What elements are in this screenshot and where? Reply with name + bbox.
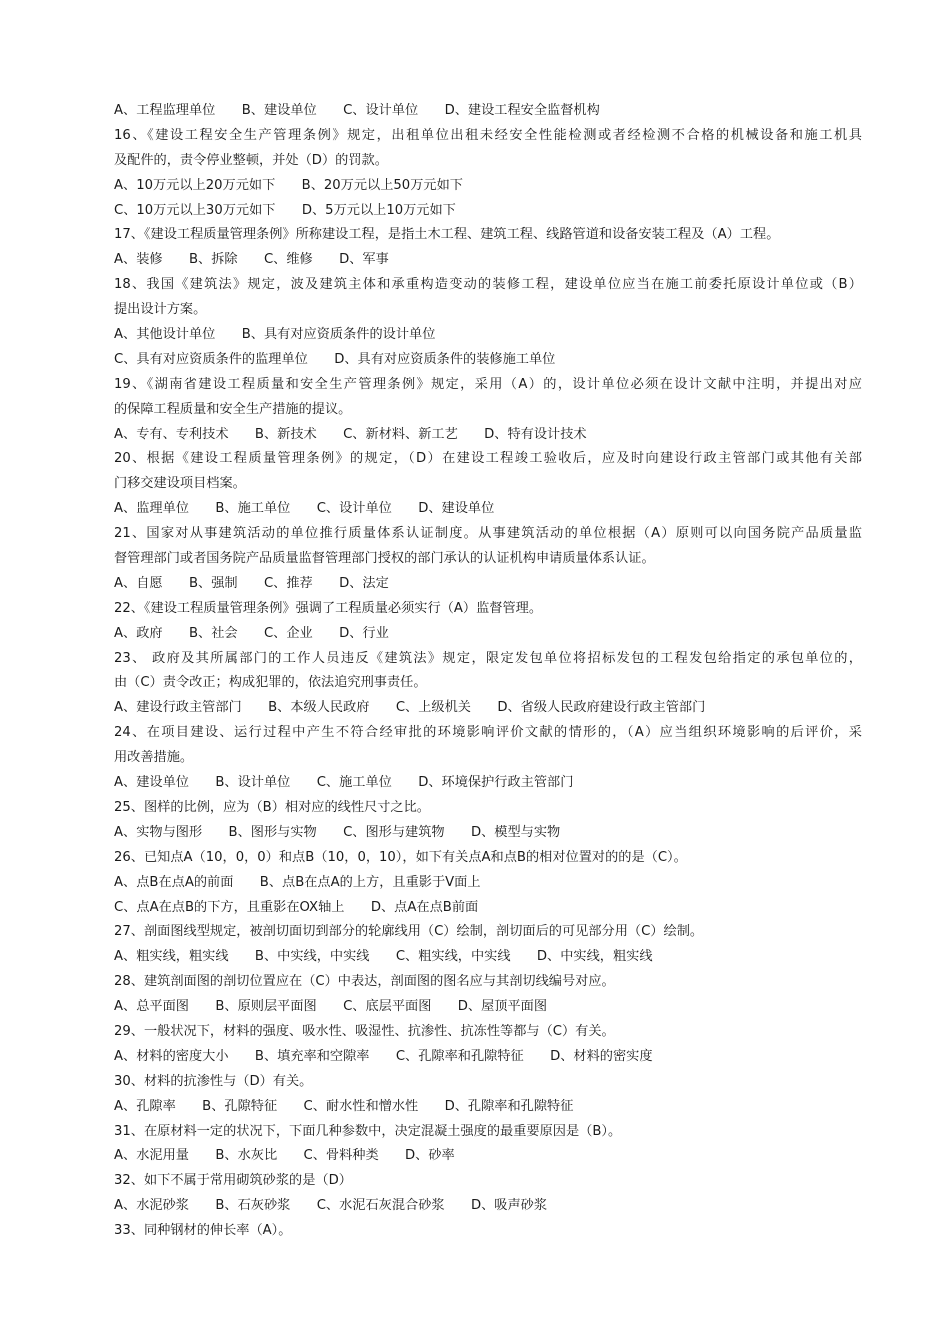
answer-options-line: A、政府 B、社会 C、企业 D、行业 <box>114 625 389 641</box>
answer-options-line: A、水泥用量 B、水灰比 C、骨料种类 D、砂率 <box>114 1148 455 1164</box>
answer-options-line: A、水泥砂浆 B、石灰砂浆 C、水泥石灰混合砂浆 D、吸声砂浆 <box>114 1198 548 1214</box>
question-text-line: 22、《建设工程质量管理条例》强调了工程质量必须实行（A）监督管理。 <box>114 600 543 616</box>
question-text-line: 督管理部门或者国务院产品质量监督管理部门授权的部门承认的认证机构申请质量体系认证。 <box>114 551 655 567</box>
question-text-line: 16、《建设工程安全生产管理条例》规定，出租单位出租未经安全性能检测或者经检测不合格的机械设备和施工机具 <box>114 127 862 143</box>
answer-options-line: A、总平面图 B、原则层平面图 C、底层平面图 D、屋顶平面图 <box>114 999 548 1015</box>
question-text-line: 28、建筑剖面图的剖切位置应在（C）中表达，剖面图的图名应与其剖切线编号对应。 <box>114 974 615 990</box>
answer-options-line: A、其他设计单位 B、具有对应资质条件的设计单位 <box>114 327 436 343</box>
answer-options-line: A、10万元以上20万元如下 B、20万元以上50万元如下 <box>114 177 463 193</box>
question-text-line: 25、图样的比例，应为（B）相对应的线性尺寸之比。 <box>114 799 430 815</box>
answer-options-line: A、装修 B、拆除 C、维修 D、军事 <box>114 252 389 268</box>
answer-options-line: A、专有、专利技术 B、新技术 C、新材料、新工艺 D、特有设计技术 <box>114 426 587 442</box>
question-text-line: 27、剖面图线型规定，被剖切面切到部分的轮廓线用（C）绘制，剖切面后的可见部分用（C）绘制。 <box>114 924 704 940</box>
question-text-line: 及配件的，责令停业整顿，并处（D）的罚款。 <box>114 152 388 168</box>
question-text-line: 26、已知点A（10，0，0）和点B（10，0，10），如下有关点A和点B的相对位置对的的是（C）。 <box>114 849 687 865</box>
question-text-line: 20、根据《建设工程质量管理条例》的规定，（D）在建设工程竣工验收后，应及时向建设行政主管部门或其他有关部 <box>114 451 862 467</box>
answer-options-line: A、工程监理单位 B、建设单位 C、设计单位 D、建设工程安全监督机构 <box>114 103 600 118</box>
answer-options-line: A、建设单位 B、设计单位 C、施工单位 D、环境保护行政主管部门 <box>114 775 574 791</box>
exam-question-list <box>114 99 862 1244</box>
question-text-line: 23、 政府及其所属部门的工作人员违反《建筑法》规定，限定发包单位将招标发包的工程发包给指定的承包单位的， <box>114 650 862 666</box>
answer-options-line: A、监理单位 B、施工单位 C、设计单位 D、建设单位 <box>114 501 495 517</box>
answer-options-line: A、材料的密度大小 B、填充率和空隙率 C、孔隙率和孔隙特征 D、材料的密实度 <box>114 1048 653 1064</box>
question-text-line: 33、同种钢材的伸长率（A）。 <box>114 1223 292 1239</box>
answer-options-line: C、点A在点B的下方，且重影在OX轴上 D、点A在点B前面 <box>114 899 479 915</box>
answer-options-line: A、自愿 B、强制 C、推荐 D、法定 <box>114 575 389 591</box>
question-text-line: 32、如下不属于常用砌筑砂浆的是（D） <box>114 1173 352 1189</box>
answer-options-line: C、具有对应资质条件的监理单位 D、具有对应资质条件的装修施工单位 <box>114 351 556 367</box>
question-text-line: 21、国家对从事建筑活动的单位推行质量体系认证制度。从事建筑活动的单位根据（A）原则可以向国务院产品质量监 <box>114 526 862 542</box>
question-text-line: 18、我国《建筑法》规定，波及建筑主体和承重构造变动的装修工程，建设单位应当在施工前委托原设计单位或（B） <box>114 277 862 293</box>
answer-options-line: A、实物与图形 B、图形与实物 C、图形与建筑物 D、模型与实物 <box>114 824 561 840</box>
question-text-line: 由（C）责令改正；构成犯罪的，依法追究刑事责任。 <box>114 675 427 691</box>
answer-options-line: A、建设行政主管部门 B、本级人民政府 C、上级机关 D、省级人民政府建设行政主管部门 <box>114 700 706 716</box>
answer-options-line: C、10万元以上30万元如下 D、5万元以上10万元如下 <box>114 202 456 218</box>
answer-options-line: A、粗实线，粗实线 B、中实线，中实线 C、粗实线，中实线 D、中实线，粗实线 <box>114 949 653 965</box>
answer-options-line: A、点B在点A的前面 B、点B在点A的上方，且重影于V面上 <box>114 874 481 890</box>
question-text-line: 19、《湖南省建设工程质量和安全生产管理条例》规定，采用（A）的，设计单位必须在设计文献中注明，并提出对应 <box>114 376 862 392</box>
question-text-line: 用改善措施。 <box>114 750 194 766</box>
question-text-line: 门移交建设项目档案。 <box>114 476 246 492</box>
question-text-line: 31、在原材料一定的状况下，下面几种参数中，决定混凝土强度的最重要原因是（B）。 <box>114 1123 622 1139</box>
question-text-line: 17、《建设工程质量管理条例》所称建设工程，是指土木工程、建筑工程、线路管道和设备安装工程及（A）工程。 <box>114 227 780 243</box>
answer-options-line: A、孔隙率 B、孔隙特征 C、耐水性和憎水性 D、孔隙率和孔隙特征 <box>114 1098 574 1114</box>
question-text-line: 24、在项目建设、运行过程中产生不符合经审批的环境影响评价文献的情形的，（A）应当组织环境影响的后评价，采 <box>114 725 862 741</box>
question-text-line: 的保障工程质量和安全生产措施的提议。 <box>114 401 352 417</box>
question-text-line: 29、一般状况下，材料的强度、吸水性、吸湿性、抗渗性、抗冻性等都与（C）有关。 <box>114 1023 615 1039</box>
question-text-line: 30、材料的抗渗性与（D）有关。 <box>114 1073 313 1089</box>
question-text-line: 提出设计方案。 <box>114 302 207 318</box>
